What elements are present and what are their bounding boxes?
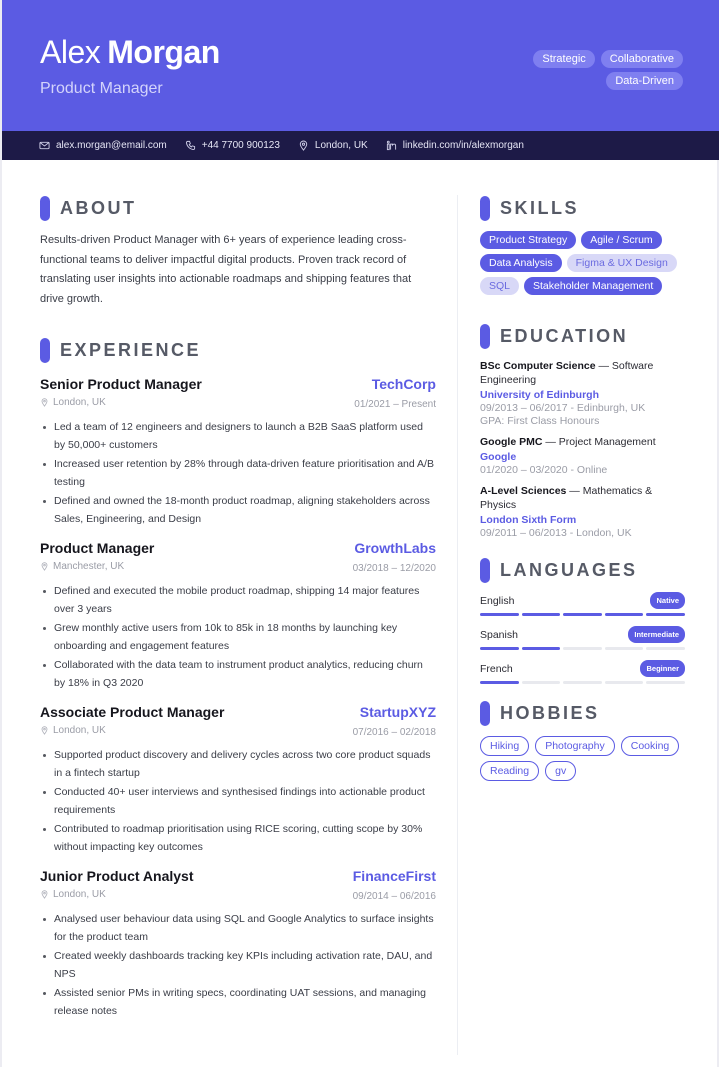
proficiency-segment (605, 681, 644, 684)
email-text: alex.morgan@email.com (56, 140, 167, 151)
contact-linkedin[interactable] (386, 140, 524, 151)
experience-item (40, 704, 436, 856)
job-location-text: Manchester, UK (53, 560, 125, 572)
education-dates: 09/2013 – 06/2017 - Edinburgh, UK (480, 402, 646, 414)
language-proficiency-bar (480, 681, 685, 684)
full-name (40, 34, 220, 71)
section-accent-bar (480, 324, 490, 349)
proficiency-segment (563, 613, 602, 616)
degree-field: Software Engineering (480, 360, 654, 386)
proficiency-segment (480, 613, 519, 616)
experience-heading (40, 337, 436, 363)
job-meta (40, 886, 436, 902)
proficiency-segment (646, 613, 685, 616)
job-header (40, 704, 436, 720)
skill-chip: Stakeholder Management (524, 277, 662, 295)
location-text: London, UK (314, 140, 368, 151)
proficiency-segment (563, 681, 602, 684)
phone-icon (185, 140, 196, 151)
hobby-tag: Photography (535, 736, 615, 756)
location-pin-icon (298, 140, 309, 151)
contact-email[interactable] (39, 140, 167, 151)
experience-item (40, 868, 436, 1020)
degree-field: Project Management (558, 436, 656, 448)
bullet-item: Analysed user behaviour data using SQL and Google Analytics to surface insights for the product team (40, 911, 436, 946)
job-location-text: London, UK (53, 724, 106, 736)
location-pin-icon (40, 725, 49, 735)
section-accent-bar (480, 558, 490, 583)
last-name: Morgan (107, 34, 220, 70)
job-location (40, 722, 106, 738)
proficiency-segment (646, 681, 685, 684)
section-title: ABOUT (60, 197, 137, 218)
job-location (40, 558, 124, 574)
bullet-item: Collaborated with the data team to instrument product analytics, reducing churn by 18% in Q3 2020 (40, 657, 436, 692)
skill-chip: Product Strategy (480, 231, 576, 249)
job-title: Associate Product Manager (40, 704, 225, 720)
hobby-tag: Cooking (621, 736, 680, 756)
degree-name: A-Level Sciences (480, 485, 567, 497)
company-name: TechCorp (371, 376, 436, 392)
language-name: French (480, 662, 513, 675)
school-name: London Sixth Form (480, 514, 577, 526)
trait-tags (493, 50, 683, 90)
job-bullets (40, 747, 436, 856)
hobbies-heading (480, 700, 685, 726)
bullet-item: Supported product discovery and delivery cycles across two core product squads in a fintech startup (40, 747, 436, 782)
education-item (480, 484, 685, 539)
section-title: SKILLS (500, 197, 580, 218)
proficiency-segment (522, 681, 561, 684)
education-dates: 09/2011 – 06/2013 - London, UK (480, 527, 632, 539)
skill-chip: Figma & UX Design (567, 254, 677, 272)
section-accent-bar (480, 701, 490, 726)
section-accent-bar (480, 196, 490, 221)
section-title: EDUCATION (500, 325, 629, 346)
trait-tag: Strategic (533, 50, 594, 68)
job-dates: 07/2016 – 02/2018 (352, 727, 436, 738)
section-title: LANGUAGES (500, 559, 638, 580)
linkedin-text: linkedin.com/in/alexmorgan (402, 140, 524, 151)
job-title: Senior Product Manager (40, 376, 202, 392)
bullet-item: Conducted 40+ user interviews and synthesised findings into actionable product requirements (40, 784, 436, 819)
job-location-text: London, UK (53, 396, 106, 408)
job-dates: 09/2014 – 06/2016 (352, 891, 436, 902)
linkedin-icon (386, 140, 397, 151)
hobby-tag: gv (545, 761, 576, 781)
first-name: Alex (40, 34, 101, 70)
bullet-item: Created weekly dashboards tracking key KPIs including activation rate, DAU, and NPS (40, 948, 436, 983)
phone-text: +44 7700 900123 (201, 140, 280, 151)
location-pin-icon (40, 561, 49, 571)
bullet-item: Assisted senior PMs in writing specs, coordinating UAT sessions, and managing release notes (40, 985, 436, 1020)
proficiency-segment (480, 647, 519, 650)
job-location-text: London, UK (53, 888, 106, 900)
proficiency-segment (646, 647, 685, 650)
education-dates: 01/2020 – 03/2020 - Online (480, 464, 608, 476)
language-proficiency-bar (480, 613, 685, 616)
trait-tag: Collaborative (601, 50, 683, 68)
education-degree: Google PMC — Project Management (480, 436, 656, 448)
education-list (480, 359, 685, 539)
company-name: StartupXYZ (359, 704, 436, 720)
education-heading (480, 323, 685, 349)
about-heading (40, 195, 436, 221)
job-dates: 01/2021 – Present (354, 399, 436, 410)
proficiency-segment (563, 647, 602, 650)
section-title: EXPERIENCE (60, 339, 202, 360)
contact-location (298, 140, 368, 151)
bullet-item: Grew monthly active users from 10k to 85k in 18 months by launching key onboarding and engagement features (40, 620, 436, 655)
language-item (480, 592, 685, 616)
section-accent-bar (40, 338, 50, 363)
job-location (40, 886, 106, 902)
skills-list (480, 231, 685, 295)
company-name: FinanceFirst (352, 868, 436, 884)
job-meta (40, 394, 436, 410)
proficiency-segment (480, 681, 519, 684)
proficiency-segment (522, 647, 561, 650)
sidebar-column (480, 195, 685, 781)
language-level-badge: Native (650, 592, 685, 609)
location-pin-icon (40, 397, 49, 407)
hobbies-list (480, 736, 685, 781)
language-level-badge: Beginner (640, 660, 685, 677)
hobby-tag: Reading (480, 761, 539, 781)
language-item (480, 626, 685, 650)
proficiency-segment (605, 613, 644, 616)
education-degree: A-Level Sciences — Mathematics & Physics (480, 485, 653, 511)
degree-name: Google PMC (480, 436, 543, 448)
skills-heading (480, 195, 685, 221)
experience-list (40, 376, 436, 1020)
location-pin-icon (40, 889, 49, 899)
proficiency-segment (605, 647, 644, 650)
about-text: Results-driven Product Manager with 6+ years of experience leading cross-functional teams to deliver impactful digital products. Proven track record of translating user insights into actionable roadmaps and shipping features that drive growth. (40, 234, 412, 305)
language-proficiency-bar (480, 647, 685, 650)
job-location (40, 394, 106, 410)
job-dates: 03/2018 – 12/2020 (352, 563, 436, 574)
experience-item (40, 376, 436, 528)
experience-item (40, 540, 436, 692)
resume-header (2, 0, 719, 131)
contact-bar (2, 131, 719, 160)
education-note: GPA: First Class Honours (480, 415, 600, 427)
job-header (40, 868, 436, 884)
languages-list (480, 592, 685, 684)
job-bullets (40, 419, 436, 528)
language-row (480, 660, 685, 677)
column-divider (457, 195, 458, 1055)
skill-chip: SQL (480, 277, 519, 295)
mail-icon (39, 140, 50, 151)
hobby-tag: Hiking (480, 736, 529, 756)
degree-name: BSc Computer Science (480, 360, 596, 372)
language-level-badge: Intermediate (628, 626, 685, 643)
bullet-item: Increased user retention by 28% through data-driven feature prioritisation and A/B testing (40, 456, 436, 491)
education-degree: BSc Computer Science — Software Engineering (480, 360, 654, 386)
job-header (40, 540, 436, 556)
language-item (480, 660, 685, 684)
job-meta (40, 558, 436, 574)
job-meta (40, 722, 436, 738)
contact-phone[interactable] (185, 140, 280, 151)
language-row (480, 626, 685, 643)
education-item (480, 359, 685, 427)
language-name: Spanish (480, 628, 518, 641)
bullet-item: Defined and owned the 18-month product roadmap, aligning stakeholders across Sales, Engineering, and Design (40, 493, 436, 528)
proficiency-segment (522, 613, 561, 616)
bullet-item: Contributed to roadmap prioritisation using RICE scoring, cutting scope by 30% without impacting key outcomes (40, 821, 436, 856)
school-name: University of Edinburgh (480, 389, 600, 401)
trait-tag: Data-Driven (606, 72, 683, 90)
job-title: Product Manager (40, 540, 155, 556)
job-title: Junior Product Analyst (40, 868, 194, 884)
section-title: HOBBIES (500, 702, 600, 723)
language-name: English (480, 594, 515, 607)
languages-heading (480, 557, 685, 583)
school-name: Google (480, 451, 517, 463)
job-role: Product Manager (40, 80, 163, 97)
skill-chip: Data Analysis (480, 254, 562, 272)
degree-field: Mathematics & Physics (480, 485, 653, 511)
job-bullets (40, 911, 436, 1020)
main-column (40, 195, 436, 1022)
bullet-item: Led a team of 12 engineers and designers to launch a B2B SaaS platform used by 50,000+ customers (40, 419, 436, 454)
job-header (40, 376, 436, 392)
company-name: GrowthLabs (354, 540, 436, 556)
language-row (480, 592, 685, 609)
education-item (480, 435, 685, 476)
job-bullets (40, 583, 436, 692)
bullet-item: Defined and executed the mobile product roadmap, shipping 14 major features over 3 years (40, 583, 436, 618)
skill-chip: Agile / Scrum (581, 231, 661, 249)
section-accent-bar (40, 196, 50, 221)
